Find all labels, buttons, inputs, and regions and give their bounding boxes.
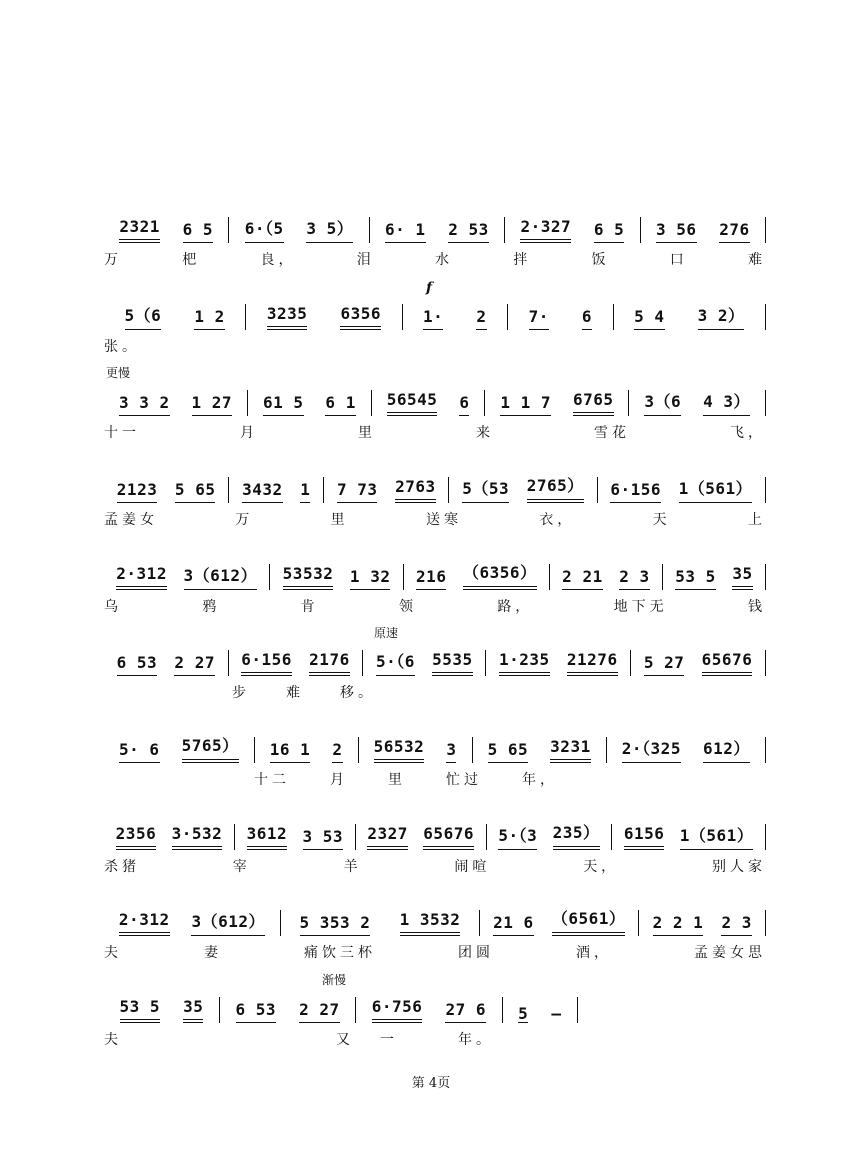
lyric: 里: [330, 512, 349, 528]
note-group: 5· 6: [119, 740, 160, 763]
lyric: 孟姜女: [104, 512, 158, 528]
measure: [235, 820, 355, 850]
lyric: 团圆: [458, 945, 494, 961]
lyric: 月: [240, 425, 258, 441]
lyric: 忙过: [446, 772, 482, 788]
notation-line: [104, 213, 766, 243]
lyric: 酒，: [576, 945, 612, 961]
note-group: 6·156: [610, 480, 661, 503]
note-group: 35: [183, 997, 203, 1023]
note-group: 2·312: [116, 564, 167, 590]
note-group: 3 3 2: [119, 393, 170, 416]
lyric: 万: [104, 252, 122, 268]
note-group: 3231: [550, 737, 591, 763]
barline: [765, 477, 766, 503]
measure: [270, 560, 402, 590]
note-group: 2 27: [174, 653, 215, 676]
lyric: 口: [669, 252, 688, 268]
note-group: 6· 1: [385, 220, 426, 243]
note-group: 6 5: [183, 220, 213, 243]
lyric: 痛饮三杯: [304, 945, 376, 961]
note-group: 235）: [553, 820, 600, 850]
measure: [480, 906, 639, 936]
measure: [229, 473, 323, 503]
measure: [505, 213, 640, 243]
score-system-7: [104, 733, 766, 803]
lyric: 闹喧: [454, 859, 491, 875]
note-group: 3·532: [172, 824, 223, 850]
score-system-3: [104, 366, 766, 456]
note-group: 5（53: [462, 476, 509, 503]
note-group: 6·756: [372, 997, 423, 1023]
notation-line: [104, 906, 766, 936]
tempo-mark: 渐慢: [322, 973, 347, 987]
measure: [104, 733, 254, 763]
measure: [104, 560, 269, 590]
score-system-8: [104, 820, 766, 890]
measure: [104, 906, 280, 936]
note-group: （6356）: [463, 560, 537, 590]
lyric: 羊: [343, 859, 362, 875]
measure: [485, 386, 628, 416]
note-group: 4 3）: [703, 389, 750, 416]
measure: [607, 733, 765, 763]
note-group: 5 65: [175, 480, 216, 503]
lyric: 地下无: [613, 599, 668, 615]
measure: [356, 820, 486, 850]
note-group: 2321: [119, 217, 160, 243]
note-group: 1 27: [192, 393, 233, 416]
lyric: 乌: [104, 599, 122, 615]
measure: [612, 820, 765, 850]
lyrics-line: [104, 1029, 584, 1049]
score-system-2: [104, 280, 766, 370]
measure: [629, 386, 765, 416]
lyric: 衣，: [539, 512, 576, 528]
note-group: 6 5: [594, 220, 624, 243]
note-group: 6 53: [117, 653, 158, 676]
measure: [598, 473, 765, 503]
lyric: 别人家: [711, 859, 766, 875]
note-group: 2: [476, 307, 486, 330]
lyric: 十二: [254, 772, 290, 788]
note-group: 5535: [432, 650, 473, 676]
note-group: 1·: [423, 307, 443, 330]
lyric: 难: [286, 685, 304, 701]
note-group: 56545: [387, 390, 438, 416]
score-system-5: [104, 560, 766, 630]
lyric: 饭: [591, 252, 610, 268]
measure: [104, 993, 219, 1023]
measure: [104, 646, 228, 676]
barline: [765, 824, 766, 850]
measure: [639, 906, 765, 936]
note-group: 6765: [573, 390, 614, 416]
lyric: 移。: [340, 685, 376, 701]
lyric: 张。: [104, 339, 140, 355]
notation-line: [104, 473, 766, 503]
note-group: 5765）: [182, 733, 239, 763]
notation-line: [104, 993, 584, 1023]
note-group: 1 3532: [400, 910, 461, 936]
measure: [220, 993, 355, 1023]
note-group: 5 353 2: [300, 913, 371, 936]
lyric: 钱: [747, 599, 766, 615]
barline: [765, 390, 766, 416]
lyric: 十一: [104, 425, 140, 441]
lyrics-line: [104, 942, 766, 962]
note-group: 2 3: [721, 913, 751, 936]
lyric: 路，: [497, 599, 534, 615]
note-group: 2 53: [448, 220, 489, 243]
note-group: 7 73: [337, 480, 378, 503]
lyric: 步: [232, 685, 250, 701]
score-system-1: [104, 213, 766, 283]
lyric: 上: [747, 512, 766, 528]
measure: [404, 560, 549, 590]
lyrics-line: [104, 682, 766, 702]
note-group: 7·: [529, 307, 549, 330]
note-group: 65676: [423, 824, 474, 850]
note-group: 5 4: [634, 307, 664, 330]
lyric: 杀猪: [104, 859, 140, 875]
note-group: 65676: [702, 650, 753, 676]
measure: [363, 646, 485, 676]
lyric: 又: [336, 1032, 354, 1048]
lyric: 里: [388, 772, 406, 788]
measure: [104, 473, 228, 503]
lyrics-line: [104, 769, 766, 789]
lyric: 领: [398, 599, 417, 615]
measure: [229, 646, 363, 676]
measure: [486, 646, 630, 676]
note-group: 2·312: [119, 910, 170, 936]
lyric: 水: [435, 252, 453, 268]
lyric: 夫: [104, 945, 122, 961]
measure: [641, 213, 765, 243]
note-group: 5 65: [488, 740, 529, 763]
lyrics-line: [104, 596, 766, 616]
lyric: 难: [748, 252, 766, 268]
barline: [765, 650, 766, 676]
note-group: 6 1: [325, 393, 355, 416]
lyric: 夫: [104, 1032, 122, 1048]
barline: [765, 910, 766, 936]
lyric: 妻: [204, 945, 222, 961]
lyric: 天: [652, 512, 671, 528]
score-system-6: [104, 626, 766, 716]
note-group: 5·（6: [376, 649, 415, 676]
lyric: 飞，: [730, 425, 766, 441]
note-group: 3612: [247, 824, 288, 850]
note-group: 2763: [395, 477, 436, 503]
note-group: 2 27: [299, 1000, 340, 1023]
measure: [359, 733, 472, 763]
note-group: 3（612）: [191, 909, 265, 936]
measure: [403, 300, 508, 330]
measure: [370, 213, 505, 243]
measure: [104, 386, 247, 416]
lyric: 肯: [300, 599, 319, 615]
lyric: 万: [235, 512, 254, 528]
lyric: 一: [380, 1032, 398, 1048]
measure: [104, 300, 245, 330]
note-group: 1（561）: [679, 476, 753, 503]
note-group: 2: [332, 740, 342, 763]
notation-line: [104, 560, 766, 590]
note-group: 2·（325: [622, 736, 681, 763]
measure: [248, 386, 371, 416]
measure: [473, 733, 606, 763]
notation-line: [104, 820, 766, 850]
note-group: 53 5: [120, 997, 161, 1023]
notation-line: [104, 646, 766, 676]
note-group: 6: [582, 307, 592, 330]
barline: [765, 737, 766, 763]
note-group: 3 53: [303, 827, 344, 850]
note-group: 3（612）: [184, 563, 258, 590]
note-group: 2123: [117, 480, 158, 503]
note-group: 2·327: [520, 217, 571, 243]
note-group: 3432: [242, 480, 283, 503]
note-group: 5: [518, 1004, 529, 1023]
note-group: 2327: [367, 824, 408, 850]
barline: [765, 304, 766, 330]
score-system-4: [104, 473, 766, 543]
note-group: 6·（5: [245, 216, 284, 243]
note-group: 216: [416, 567, 446, 590]
lyric: 送寒: [425, 512, 462, 528]
note-group: 5 27: [644, 653, 685, 676]
lyrics-line: [104, 856, 766, 876]
note-group: 276: [719, 220, 749, 243]
lyric: 年。: [458, 1032, 494, 1048]
measure: [104, 213, 228, 243]
score-system-9: [104, 906, 766, 976]
measure: [372, 386, 485, 416]
note-group: 3 2）: [698, 303, 745, 330]
measure: [631, 646, 765, 676]
lyric: 雪花: [594, 425, 630, 441]
lyric: 孟姜女思: [694, 945, 766, 961]
lyrics-line: [104, 249, 766, 269]
dynamic-mark: f: [426, 280, 433, 296]
measure: [324, 473, 448, 503]
note-group: 6156: [624, 824, 665, 850]
lyrics-line: [104, 509, 766, 529]
note-group: 1（561）: [680, 823, 754, 850]
lyric: 良，: [260, 252, 297, 268]
note-group: 56532: [374, 737, 425, 763]
note-group: 3 56: [656, 220, 697, 243]
measure: [246, 300, 401, 330]
note-group: 6: [459, 393, 469, 416]
lyric: 杷: [182, 252, 201, 268]
lyric: 宰: [232, 859, 251, 875]
measure: [550, 560, 662, 590]
note-group: 21 6: [493, 913, 534, 936]
note-group: 5·（3: [498, 823, 537, 850]
note-group: 61 5: [263, 393, 304, 416]
measure: [449, 473, 596, 503]
note-group: 612）: [703, 736, 750, 763]
note-group: 2176: [309, 650, 350, 676]
note-group: 35: [732, 564, 752, 590]
note-group: 1 32: [350, 567, 391, 590]
note-group: 2 21: [562, 567, 603, 590]
lyric: 来: [476, 425, 494, 441]
measure: [255, 733, 358, 763]
measure: [281, 906, 479, 936]
dash: —: [551, 1004, 562, 1023]
note-group: 5（6: [125, 303, 162, 330]
measure: [229, 213, 368, 243]
lyric: 里: [358, 425, 376, 441]
lyrics-line: [104, 336, 766, 356]
note-group: 16 1: [270, 740, 311, 763]
note-group: 1 1 7: [500, 393, 551, 416]
lyric: 拌: [513, 252, 532, 268]
measure: [104, 820, 234, 850]
notation-line: [104, 386, 766, 416]
page-number: 第 4页: [411, 1076, 451, 1091]
measure: [503, 993, 577, 1023]
note-group: 2 2 1: [653, 913, 704, 936]
note-group: 27 6: [445, 1000, 486, 1023]
notation-line: [104, 300, 766, 330]
barline: [765, 217, 766, 243]
lyric: 泪: [356, 252, 375, 268]
note-group: 3（6: [644, 389, 681, 416]
note-group: 3 5）: [306, 216, 353, 243]
note-group: 1: [300, 480, 310, 503]
lyric: 鸦: [202, 599, 221, 615]
tempo-mark: 更慢: [106, 366, 131, 380]
measure: [614, 300, 765, 330]
score-system-10: [104, 973, 584, 1063]
barline: [765, 564, 766, 590]
note-group: 21276: [567, 650, 618, 676]
note-group: 1·235: [499, 650, 550, 676]
note-group: 1 2: [194, 307, 224, 330]
note-group: 53 5: [675, 567, 716, 590]
note-group: 53532: [283, 564, 334, 590]
lyric: 天，: [583, 859, 620, 875]
tempo-mark: 原速: [374, 626, 399, 640]
note-group: 2356: [116, 824, 157, 850]
measure: [508, 300, 613, 330]
note-group: 3: [446, 740, 456, 763]
note-group: 6 53: [236, 1000, 277, 1023]
note-group: 6·156: [241, 650, 292, 676]
measure: [663, 560, 765, 590]
final-barline: [577, 997, 578, 1023]
note-group: 2 3: [619, 567, 649, 590]
measure: [356, 993, 501, 1023]
note-group: （6561）: [552, 906, 626, 936]
measure: [487, 820, 612, 850]
note-group: 3235: [267, 304, 308, 330]
note-group: 2765）: [527, 473, 584, 503]
lyrics-line: [104, 422, 766, 442]
notation-line: [104, 733, 766, 763]
lyric: 月: [330, 772, 348, 788]
note-group: 6356: [340, 304, 381, 330]
lyric: 年，: [522, 772, 558, 788]
